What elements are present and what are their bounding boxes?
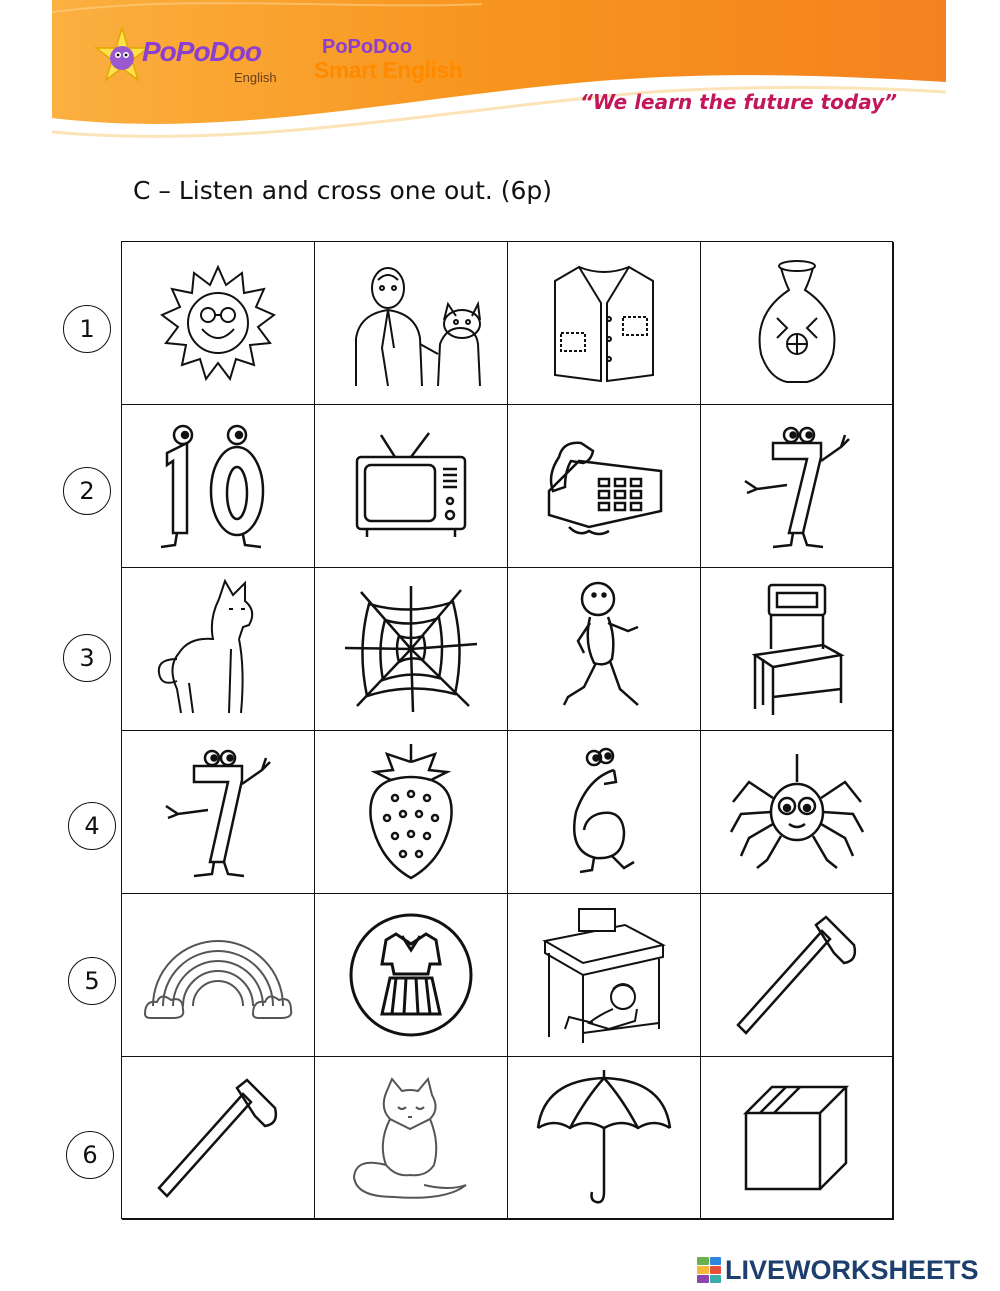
slogan: “We learn the future today”	[580, 90, 898, 114]
row-number-2: 2	[63, 467, 111, 515]
sun-icon	[158, 263, 278, 383]
cell-vest[interactable]	[508, 242, 701, 405]
row-number-3: 3	[63, 634, 111, 682]
wolf-icon	[153, 579, 283, 719]
cell-vase[interactable]	[701, 242, 894, 405]
cell-walk[interactable]	[508, 568, 701, 731]
seven-icon	[737, 421, 857, 551]
ten-icon	[153, 421, 283, 551]
cell-axe-a[interactable]	[701, 894, 894, 1057]
cell-sun[interactable]	[122, 242, 315, 405]
picture-grid	[121, 241, 893, 1219]
box-icon	[742, 1083, 852, 1193]
cell-box[interactable]	[701, 1057, 894, 1220]
row-number-6: 6	[66, 1131, 114, 1179]
cell-umbrella[interactable]	[508, 1057, 701, 1220]
walk-icon	[554, 579, 654, 719]
header-banner	[52, 0, 946, 150]
row-number-1: 1	[63, 305, 111, 353]
row-number-5: 5	[68, 957, 116, 1005]
six-icon	[554, 742, 654, 882]
uniform-icon	[346, 910, 476, 1040]
cell-chair[interactable]	[701, 568, 894, 731]
fox-icon	[346, 1073, 476, 1203]
vest-icon	[549, 263, 659, 383]
brand-name: PoPoDoo	[142, 36, 261, 67]
logo-top: PoPoDoo	[322, 36, 412, 58]
cell-under[interactable]	[508, 894, 701, 1057]
cell-vet[interactable]	[315, 242, 508, 405]
chair-icon	[747, 579, 847, 719]
cell-spider[interactable]	[701, 731, 894, 894]
logo-bottom: Smart English	[314, 57, 463, 83]
cell-uniform[interactable]	[315, 894, 508, 1057]
cell-fox[interactable]	[315, 1057, 508, 1220]
telephone-icon	[539, 431, 669, 541]
rainbow-icon	[143, 930, 293, 1020]
cell-rainbow[interactable]	[122, 894, 315, 1057]
cell-tv[interactable]	[315, 405, 508, 568]
axe-icon	[153, 1078, 283, 1198]
under-icon	[539, 905, 669, 1045]
tv-icon	[351, 431, 471, 541]
liveworksheets-logo-icon	[697, 1257, 721, 1283]
axe-icon	[732, 915, 862, 1035]
cell-telephone[interactable]	[508, 405, 701, 568]
cell-strawberry[interactable]	[315, 731, 508, 894]
cell-web[interactable]	[315, 568, 508, 731]
footer-brand: LIVEWORKSHEETS	[725, 1254, 979, 1285]
brand-sub: English	[234, 70, 277, 85]
vet-icon	[326, 258, 496, 388]
liveworksheets-footer	[697, 1253, 979, 1287]
vase-icon	[747, 258, 847, 388]
cell-seven-a[interactable]	[701, 405, 894, 568]
spider-icon	[727, 752, 867, 872]
cell-axe-b[interactable]	[122, 1057, 315, 1220]
cell-wolf[interactable]	[122, 568, 315, 731]
cell-ten[interactable]	[122, 405, 315, 568]
web-icon	[341, 584, 481, 714]
seven-icon	[158, 742, 278, 882]
strawberry-icon	[361, 742, 461, 882]
cell-seven-b[interactable]	[122, 731, 315, 894]
umbrella-icon	[534, 1068, 674, 1208]
cell-six[interactable]	[508, 731, 701, 894]
instruction-title: C – Listen and cross one out. (6p)	[133, 176, 553, 205]
row-number-4: 4	[68, 802, 116, 850]
